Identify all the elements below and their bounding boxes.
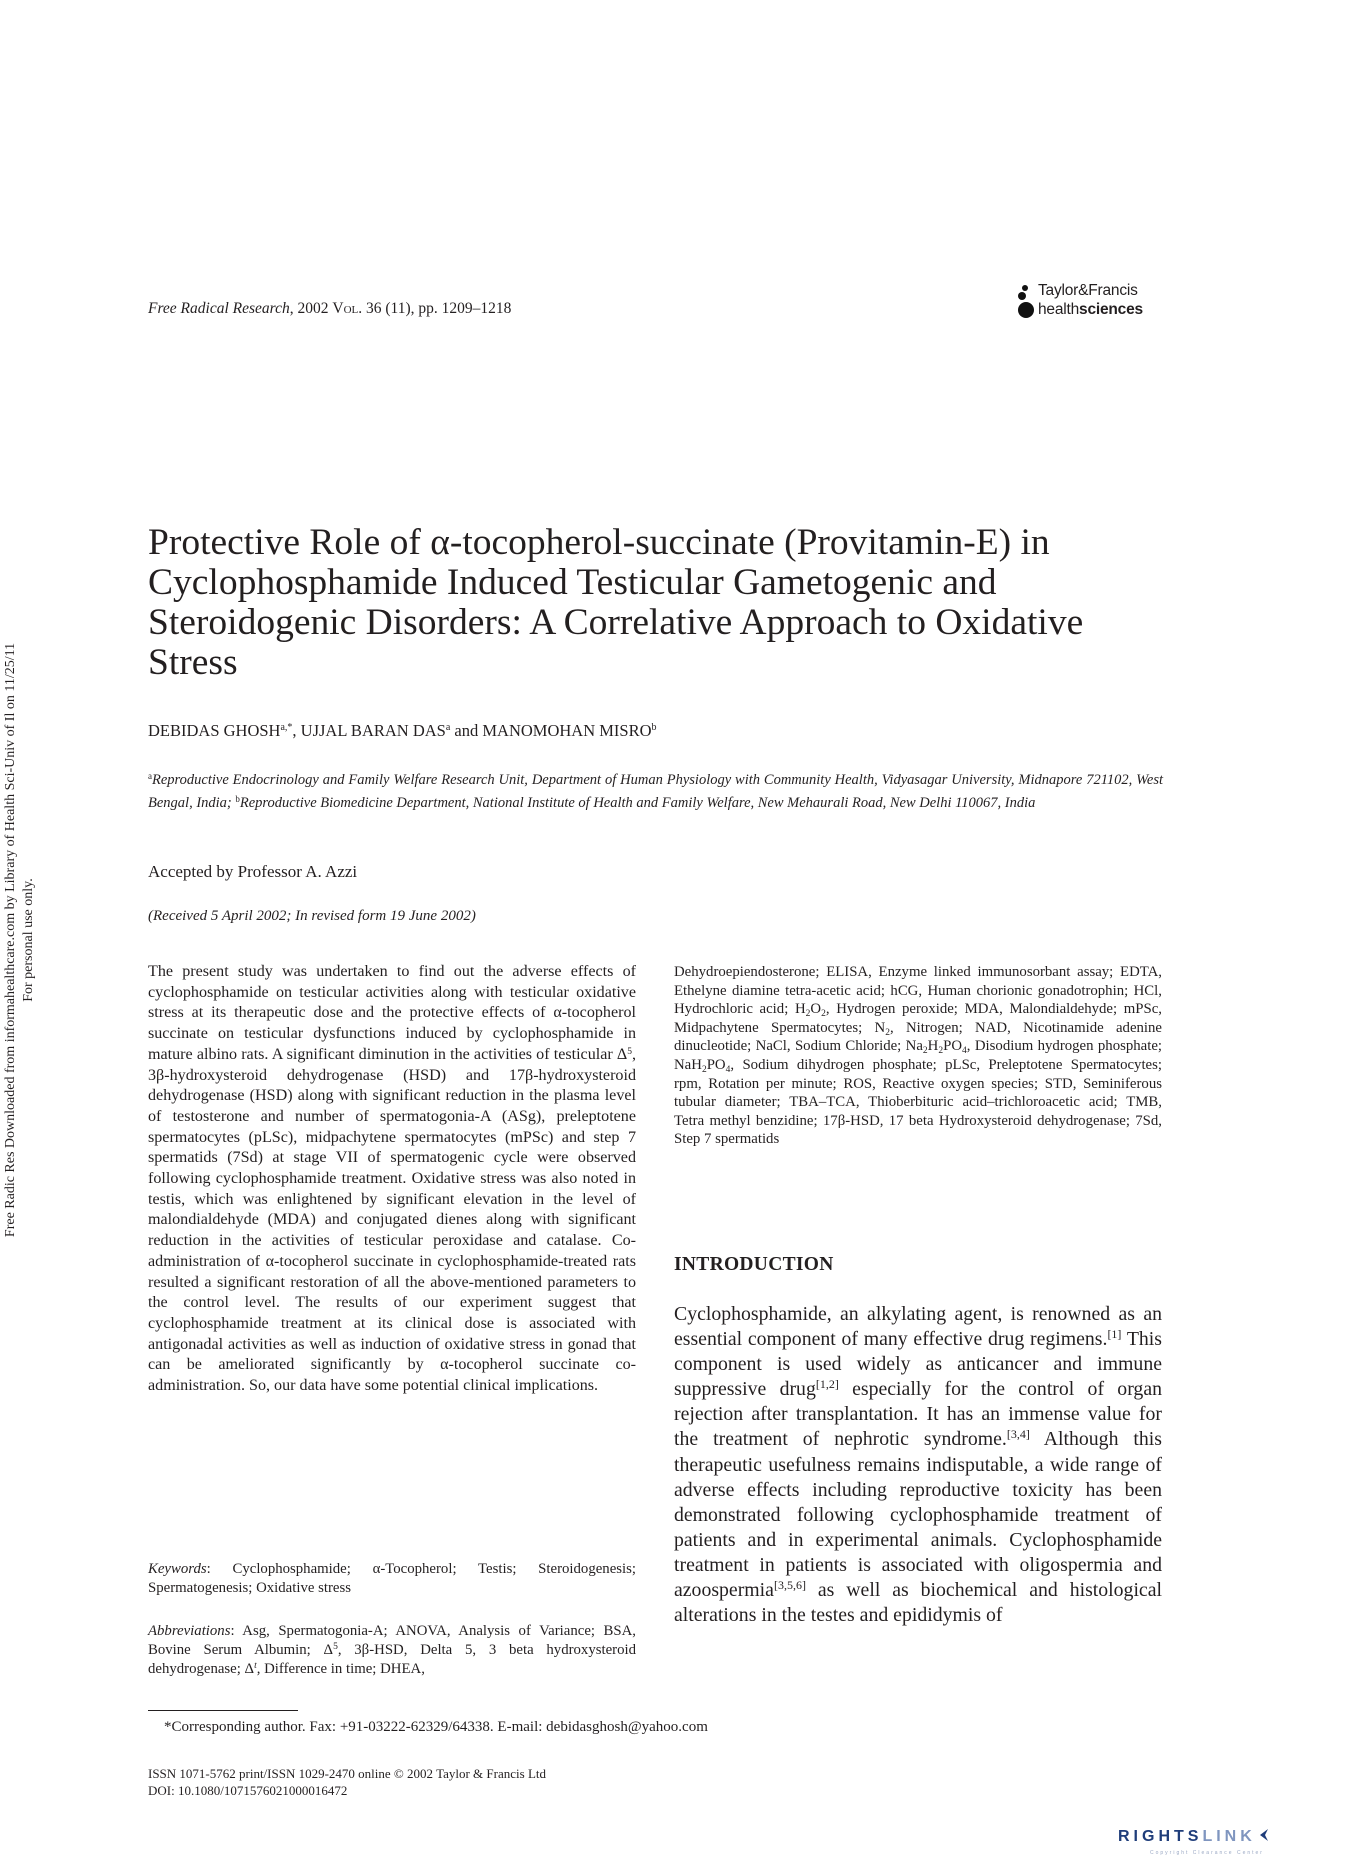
publisher-dots-icon: [1016, 284, 1038, 320]
footnote-rule: [148, 1710, 298, 1711]
citation[interactable]: [3,5,6]: [773, 1578, 806, 1593]
volume-label: Vol.: [332, 300, 363, 317]
author-1: DEBIDAS GHOSH: [148, 721, 281, 740]
paper-title: Protective Role of α-tocopherol-succinate (Provitamin-E) in Cyclophosphamide Induced Testicular Gametogenic and Steroidogenic Disorders: A Correlative Approach to Oxidative Stress: [148, 522, 1084, 683]
rightslink-arrow-icon: [1256, 1828, 1272, 1842]
journal-year: 2002: [297, 300, 329, 317]
abstract: The present study was undertaken to find out the adverse effects of cyclophosphamide on testicular activities along with testicular oxidative stress at its therapeutic dose and the protective effects of α-tocopherol succinate on testicular dysfunctions induced by cyclophosphamide in mature albino rats. A significant diminution in the activities of testicular $\Delta^5$, 3β-hydroxysteroid dehydrogenase (HSD) and 17β-hydroxysteroid dehydrogenase (HSD) along with significant reduction in the plasma level of testosterone and number of spermatogonia-A (ASg), preleptotene spermatocytes (pLSc), midpachytene spermatocytes (mPSc) and step 7 spermatids (7Sd) at stage VII of spermatogenic cycle were observed following cyclophosphamide treatment. Oxidative stress was also noted in testis, which was enlightened by significant elevation in the level of malondialdehyde (MDA) and conjugated dienes along with significant reduction in the activities of testicular peroxidase and catalase. Co-administration of α-tocopherol succinate in cyclophosphamide-treated rats resulted a significant restoration of all the above-mentioned parameters to the control level. The results of our experiment suggest that cyclophosphamide treatment at its clinical dose is associated with antigonadal activities as well as induction of oxidative stress in gonad that can be ameliorated significantly by α-tocopherol succinate co-administration. So, our data have some potential clinical implications.: [148, 963, 636, 1395]
citation[interactable]: [1]: [1107, 1327, 1122, 1342]
author-3: MANOMOHAN MISRO: [482, 721, 652, 740]
author-list: DEBIDAS $GHOSH^{a,*}$, UJJAL BARAN DAS$^a$ and MANOMOHAN MISRO$^b$: [148, 721, 657, 740]
section-heading-introduction: INTRODUCTION: [674, 1254, 834, 1275]
introduction-body: Cyclophosphamide, an alkylating agent, is renowned as an essential component of many effective drug regimens.[1] This component is used widely as anticancer and immune suppressive drug[1,2] especially for the control of organ rejection after transplantation. It has an immense value for the treatment of nephrotic syndrome.[3,4] Although this therapeutic usefulness remains indisputable, a wide range of adverse effects including reproductive toxicity has been demonstrated following cyclophosphamide treatment of patients and in experimental animals. Cyclophosphamide treatment in patients is associated with oligospermia and azoospermia[3,5,6] as well as biochemical and histological alterations in the testes and epididymis of: [674, 1303, 1163, 1627]
rightslink-logo[interactable]: RIGHTSLINK: [1118, 1828, 1272, 1846]
issn: ISSN 1071-5762 print/ISSN 1029-2470 online © 2002 Taylor & Francis Ltd: [148, 1766, 546, 1781]
affiliations: $^a$Reproductive Endocrinology and Family Welfare Research Unit, Department of Human Physiology with Community Health, Vidyasagar University, Midnapore 721102, West Bengal, India; $^b$Reproductive Biomedicine Department, National Institute of Health and Family Welfare, New Mehaurali Road, New Delhi 110067, India: [148, 771, 1163, 811]
abbreviations-start: Abbreviations: Asg, Spermatogonia-A; ANOVA, Analysis of Variance; BSA, Bovine Serum Albumin; $\Delta^5$, 3β-HSD, Delta 5, 3 beta hydroxysteroid dehydrogenase; $\Delta^t$, Difference in time; DHEA,: [148, 1623, 636, 1677]
issn-doi: [148, 1765, 546, 1799]
received-dates: (Received 5 April 2002; In revised form 19 June 2002): [148, 908, 476, 924]
publisher-name: Taylor&Francis: [1038, 282, 1138, 299]
keywords: Keywords: Cyclophosphamide; α-Tocopherol; Testis; Steroidogenesis; Spermatogenesis; Oxidative stress: [148, 1561, 636, 1596]
corresponding-author-note: *Corresponding author. Fax: +91-03222-62329/64338. E-mail: debidasghosh@yahoo.com: [164, 1719, 708, 1735]
volume-detail: 36 (11), pp. 1209–1218: [365, 300, 512, 317]
download-watermark: [2, 580, 38, 1300]
journal-citation: Free Radical Research, 2002 Vol. 36 (11), pp. 1209–1218: [148, 300, 512, 317]
rightslink-subtitle: Copyright Clearance Center: [1150, 1850, 1264, 1856]
publisher-imprint: healthsciences: [1038, 301, 1143, 318]
download-watermark-line1: Free Radic Res Downloaded from informahealthcare.com by Library of Health Sci-Univ of Il on 11/25/11: [3, 642, 18, 1238]
journal-name: Free Radical Research: [148, 300, 290, 317]
accepted-by: Accepted by Professor A. Azzi: [148, 862, 358, 881]
download-watermark-line2: For personal use only.: [21, 878, 36, 1002]
citation[interactable]: [1,2]: [815, 1377, 839, 1392]
doi: DOI: 10.1080/1071576021000016472: [148, 1783, 348, 1798]
abbreviations-continued: Dehydroepiendosterone; ELISA, Enzyme linked immunosorbant assay; EDTA, Ethelyne diamine tetra-acetic acid; hCG, Human chorionic gonadotrophin; HCl, Hydrochloric acid; $H_2O_2$, Hydrogen peroxide; MDA, Malondialdehyde; mPSc, Midpachytene Spermatocytes; $N_2$, Nitrogen; NAD, Nicotinamide adenine dinucleotide; NaCl, Sodium Chloride; $Na_2H_2PO_4$, Disodium hydrogen phosphate; $NaH_2PO_4$, Sodium dihydrogen phosphate; pLSc, Preleptotene Spermatocytes; rpm, Rotation per minute; ROS, Reactive oxygen species; STD, Seminiferous tubular diameter; TBA–TCA, Thioberbituric acid–trichloroacetic acid; TMB, Tetra methyl benzidine; 17β-HSD, 17 beta Hydroxysteroid dehydrogenase; 7Sd, Step 7 spermatids: [674, 964, 1163, 1148]
author-2: UJJAL BARAN DAS: [300, 721, 446, 740]
citation[interactable]: [3,4]: [1006, 1427, 1030, 1442]
publisher-logo: [1016, 282, 1164, 322]
